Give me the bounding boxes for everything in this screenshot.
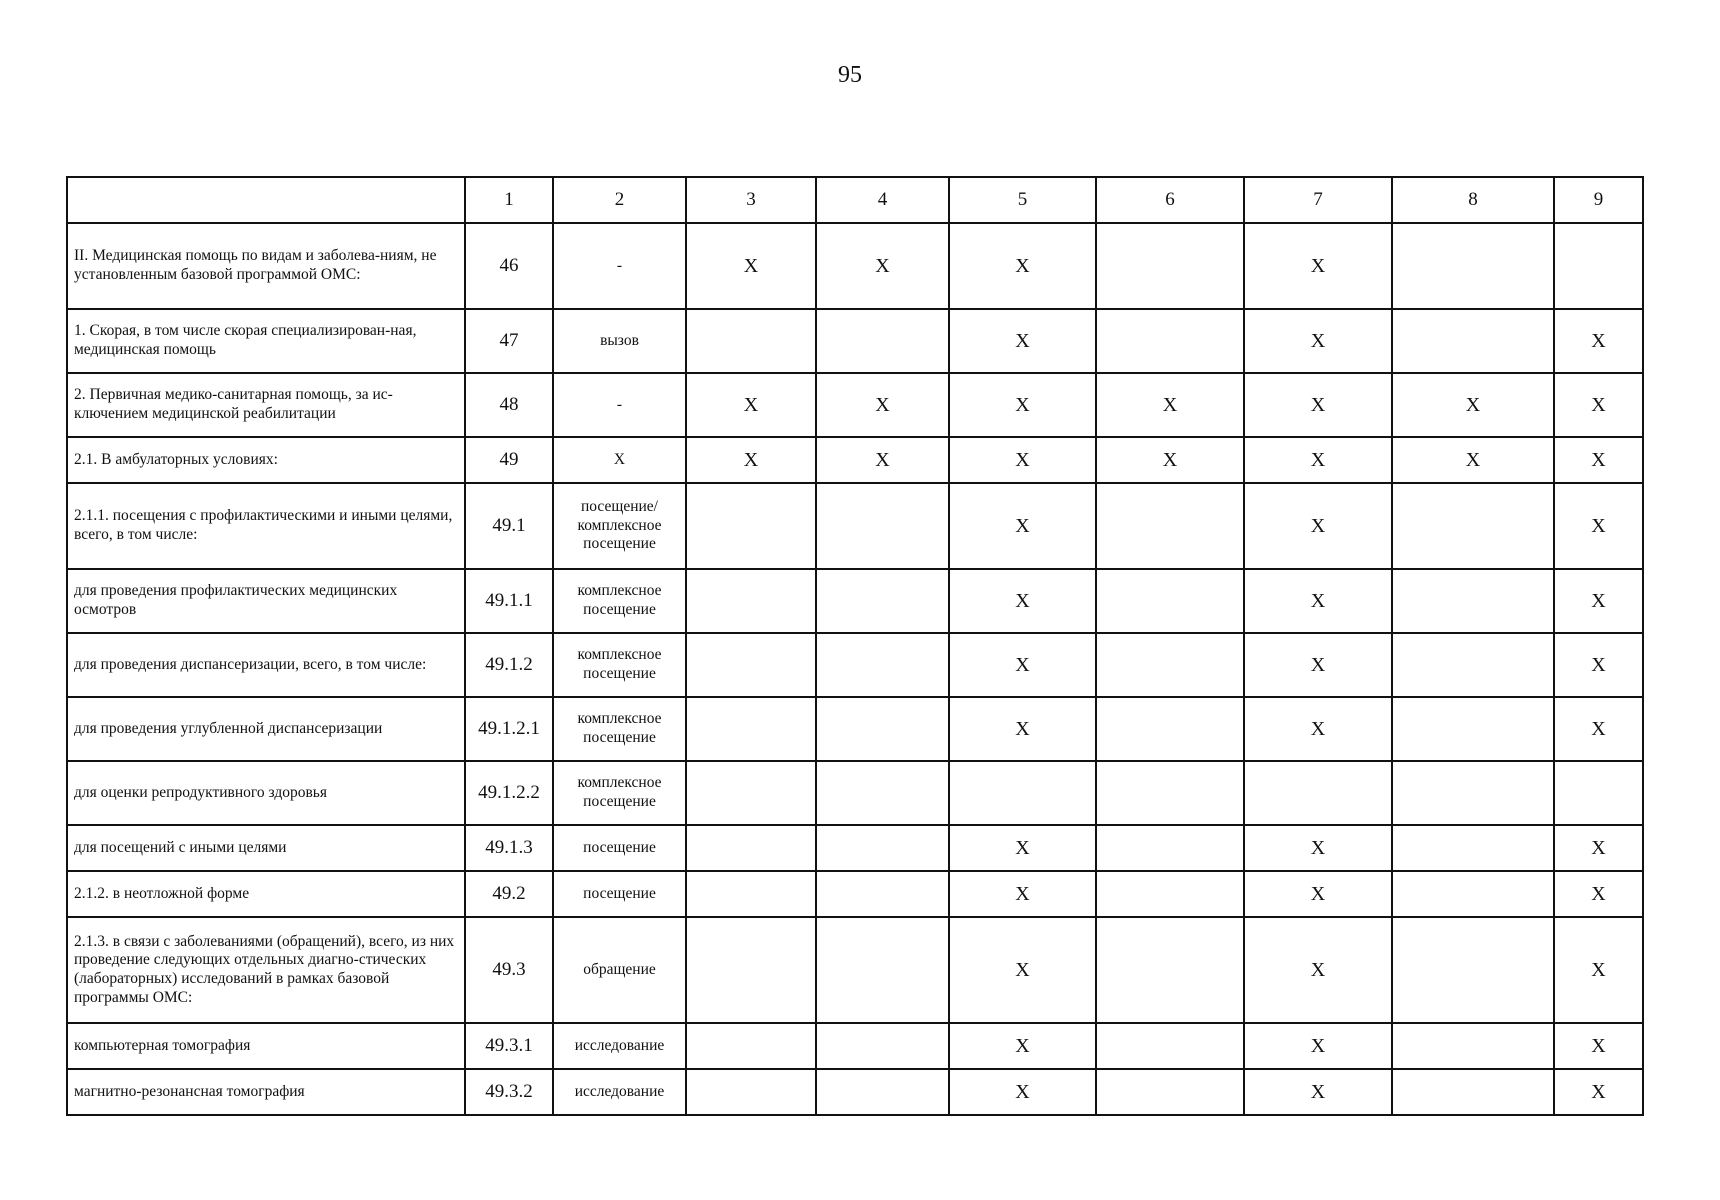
mark-cell-col4: X <box>816 437 949 483</box>
unit-cell: вызов <box>553 309 686 373</box>
mark-cell-col4 <box>816 1069 949 1115</box>
mark-cell-col7: X <box>1244 309 1392 373</box>
mark-cell-col9: X <box>1554 373 1643 437</box>
mark-cell-col5: X <box>949 633 1096 697</box>
row-name: для посещений с иными целями <box>67 825 465 871</box>
header-cell-col2: 2 <box>553 177 686 223</box>
mark-cell-col8 <box>1392 1069 1554 1115</box>
unit-cell: обращение <box>553 917 686 1023</box>
row-name: для проведения профилактических медицинских осмотров <box>67 569 465 633</box>
unit-cell: - <box>553 223 686 309</box>
mark-cell-col7: X <box>1244 633 1392 697</box>
mark-cell-col8: X <box>1392 373 1554 437</box>
header-cell-col3: 3 <box>686 177 816 223</box>
unit-cell: посещение <box>553 825 686 871</box>
row-number: 49.1.2.2 <box>465 761 553 825</box>
mark-cell-col9 <box>1554 223 1643 309</box>
header-cell-col8: 8 <box>1392 177 1554 223</box>
mark-cell-col4 <box>816 483 949 569</box>
mark-cell-col3 <box>686 1069 816 1115</box>
mark-cell-col5 <box>949 761 1096 825</box>
mark-cell-col3: X <box>686 437 816 483</box>
mark-cell-col9: X <box>1554 437 1643 483</box>
mark-cell-col3: X <box>686 223 816 309</box>
mark-cell-col9: X <box>1554 697 1643 761</box>
row-number: 49.3.2 <box>465 1069 553 1115</box>
mark-cell-col6: X <box>1096 437 1244 483</box>
header-cell-col1: 1 <box>465 177 553 223</box>
mark-cell-col4 <box>816 569 949 633</box>
row-name: 2. Первичная медико-санитарная помощь, за ис-ключением медицинской реабилитации <box>67 373 465 437</box>
row-number: 49.1 <box>465 483 553 569</box>
mark-cell-col9: X <box>1554 569 1643 633</box>
mark-cell-col6 <box>1096 569 1244 633</box>
mark-cell-col9: X <box>1554 1069 1643 1115</box>
mark-cell-col4 <box>816 633 949 697</box>
mark-cell-col9: X <box>1554 871 1643 917</box>
mark-cell-col6 <box>1096 825 1244 871</box>
mark-cell-col8 <box>1392 483 1554 569</box>
mark-cell-col4 <box>816 761 949 825</box>
row-number: 49 <box>465 437 553 483</box>
mark-cell-col7: X <box>1244 917 1392 1023</box>
mark-cell-col6 <box>1096 871 1244 917</box>
row-number: 49.3.1 <box>465 1023 553 1069</box>
row-number: 49.1.1 <box>465 569 553 633</box>
mark-cell-col6 <box>1096 1023 1244 1069</box>
mark-cell-col9: X <box>1554 825 1643 871</box>
mark-cell-col7: X <box>1244 1069 1392 1115</box>
mark-cell-col8 <box>1392 761 1554 825</box>
mark-cell-col5: X <box>949 373 1096 437</box>
row-name: для оценки репродуктивного здоровья <box>67 761 465 825</box>
header-cell-col5: 5 <box>949 177 1096 223</box>
mark-cell-col4 <box>816 309 949 373</box>
mark-cell-col7 <box>1244 761 1392 825</box>
header-cell-col9: 9 <box>1554 177 1643 223</box>
mark-cell-col8 <box>1392 871 1554 917</box>
table-row <box>67 1069 1643 1115</box>
mark-cell-col4 <box>816 871 949 917</box>
unit-cell: комплексное посещение <box>553 633 686 697</box>
mark-cell-col3 <box>686 871 816 917</box>
header-cell-col4: 4 <box>816 177 949 223</box>
mark-cell-col3 <box>686 633 816 697</box>
header-row <box>67 177 1643 223</box>
data-table <box>66 176 1644 1116</box>
row-number: 49.3 <box>465 917 553 1023</box>
row-name: 2.1.1. посещения с профилактическими и иными целями, всего, в том числе: <box>67 483 465 569</box>
row-name: II. Медицинская помощь по видам и заболева-ниям, не установленным базовой программой ОМС: <box>67 223 465 309</box>
row-number: 48 <box>465 373 553 437</box>
row-name: для проведения диспансеризации, всего, в том числе: <box>67 633 465 697</box>
header-cell-col6: 6 <box>1096 177 1244 223</box>
mark-cell-col5: X <box>949 569 1096 633</box>
row-name: для проведения углубленной диспансеризации <box>67 697 465 761</box>
mark-cell-col7: X <box>1244 825 1392 871</box>
table-row <box>67 761 1643 825</box>
row-name: магнитно-резонансная томография <box>67 1069 465 1115</box>
row-number: 49.1.2.1 <box>465 697 553 761</box>
table-row <box>67 569 1643 633</box>
unit-cell: исследование <box>553 1069 686 1115</box>
mark-cell-col3 <box>686 697 816 761</box>
mark-cell-col7: X <box>1244 871 1392 917</box>
mark-cell-col7: X <box>1244 697 1392 761</box>
mark-cell-col8 <box>1392 633 1554 697</box>
mark-cell-col3 <box>686 825 816 871</box>
mark-cell-col9: X <box>1554 917 1643 1023</box>
mark-cell-col6 <box>1096 1069 1244 1115</box>
mark-cell-col8 <box>1392 917 1554 1023</box>
mark-cell-col6 <box>1096 633 1244 697</box>
row-name: 2.1.3. в связи с заболеваниями (обращений), всего, из них проведение следующих отдельных диагно-стических (лабораторных) исследований в рамках базовой программы ОМС: <box>67 917 465 1023</box>
table-row <box>67 483 1643 569</box>
mark-cell-col9: X <box>1554 1023 1643 1069</box>
mark-cell-col3 <box>686 569 816 633</box>
unit-cell: посещение <box>553 871 686 917</box>
row-name: 2.1. В амбулаторных условиях: <box>67 437 465 483</box>
mark-cell-col5: X <box>949 697 1096 761</box>
table-row <box>67 633 1643 697</box>
mark-cell-col3 <box>686 917 816 1023</box>
mark-cell-col5: X <box>949 483 1096 569</box>
mark-cell-col7: X <box>1244 437 1392 483</box>
mark-cell-col7: X <box>1244 1023 1392 1069</box>
row-number: 46 <box>465 223 553 309</box>
mark-cell-col6 <box>1096 223 1244 309</box>
mark-cell-col4: X <box>816 373 949 437</box>
mark-cell-col5: X <box>949 871 1096 917</box>
header-cell-col7: 7 <box>1244 177 1392 223</box>
table-row <box>67 917 1643 1023</box>
mark-cell-col3 <box>686 761 816 825</box>
table-row <box>67 871 1643 917</box>
table-row <box>67 697 1643 761</box>
mark-cell-col5: X <box>949 223 1096 309</box>
mark-cell-col9: X <box>1554 633 1643 697</box>
unit-cell: посещение/ комплексное посещение <box>553 483 686 569</box>
row-number: 49.1.2 <box>465 633 553 697</box>
mark-cell-col6 <box>1096 697 1244 761</box>
row-number: 47 <box>465 309 553 373</box>
mark-cell-col4 <box>816 825 949 871</box>
mark-cell-col5: X <box>949 825 1096 871</box>
mark-cell-col4: X <box>816 223 949 309</box>
row-name: 1. Скорая, в том числе скорая специализирован-ная, медицинская помощь <box>67 309 465 373</box>
table-row <box>67 1023 1643 1069</box>
mark-cell-col6 <box>1096 761 1244 825</box>
mark-cell-col7: X <box>1244 569 1392 633</box>
mark-cell-col7: X <box>1244 483 1392 569</box>
mark-cell-col3: X <box>686 373 816 437</box>
mark-cell-col3 <box>686 1023 816 1069</box>
mark-cell-col7: X <box>1244 223 1392 309</box>
header-cell-col0 <box>67 177 465 223</box>
mark-cell-col5: X <box>949 309 1096 373</box>
mark-cell-col8 <box>1392 309 1554 373</box>
mark-cell-col6 <box>1096 917 1244 1023</box>
mark-cell-col8 <box>1392 223 1554 309</box>
mark-cell-col8 <box>1392 569 1554 633</box>
mark-cell-col4 <box>816 1023 949 1069</box>
unit-cell: X <box>553 437 686 483</box>
table-row <box>67 309 1643 373</box>
mark-cell-col6 <box>1096 483 1244 569</box>
mark-cell-col9: X <box>1554 483 1643 569</box>
mark-cell-col7: X <box>1244 373 1392 437</box>
unit-cell: - <box>553 373 686 437</box>
table-row <box>67 373 1643 437</box>
mark-cell-col8 <box>1392 697 1554 761</box>
table-row <box>67 223 1643 309</box>
row-number: 49.1.3 <box>465 825 553 871</box>
mark-cell-col9: X <box>1554 309 1643 373</box>
mark-cell-col5: X <box>949 1069 1096 1115</box>
table-row <box>67 437 1643 483</box>
unit-cell: исследование <box>553 1023 686 1069</box>
mark-cell-col6 <box>1096 309 1244 373</box>
mark-cell-col9 <box>1554 761 1643 825</box>
mark-cell-col8 <box>1392 825 1554 871</box>
row-name: компьютерная томография <box>67 1023 465 1069</box>
mark-cell-col4 <box>816 697 949 761</box>
mark-cell-col5: X <box>949 917 1096 1023</box>
page-number: 95 <box>838 62 862 88</box>
unit-cell: комплексное посещение <box>553 569 686 633</box>
unit-cell: комплексное посещение <box>553 697 686 761</box>
mark-cell-col5: X <box>949 1023 1096 1069</box>
mark-cell-col3 <box>686 483 816 569</box>
mark-cell-col5: X <box>949 437 1096 483</box>
unit-cell: комплексное посещение <box>553 761 686 825</box>
mark-cell-col3 <box>686 309 816 373</box>
mark-cell-col4 <box>816 917 949 1023</box>
table-row <box>67 825 1643 871</box>
row-name: 2.1.2. в неотложной форме <box>67 871 465 917</box>
mark-cell-col6: X <box>1096 373 1244 437</box>
mark-cell-col8: X <box>1392 437 1554 483</box>
mark-cell-col8 <box>1392 1023 1554 1069</box>
row-number: 49.2 <box>465 871 553 917</box>
